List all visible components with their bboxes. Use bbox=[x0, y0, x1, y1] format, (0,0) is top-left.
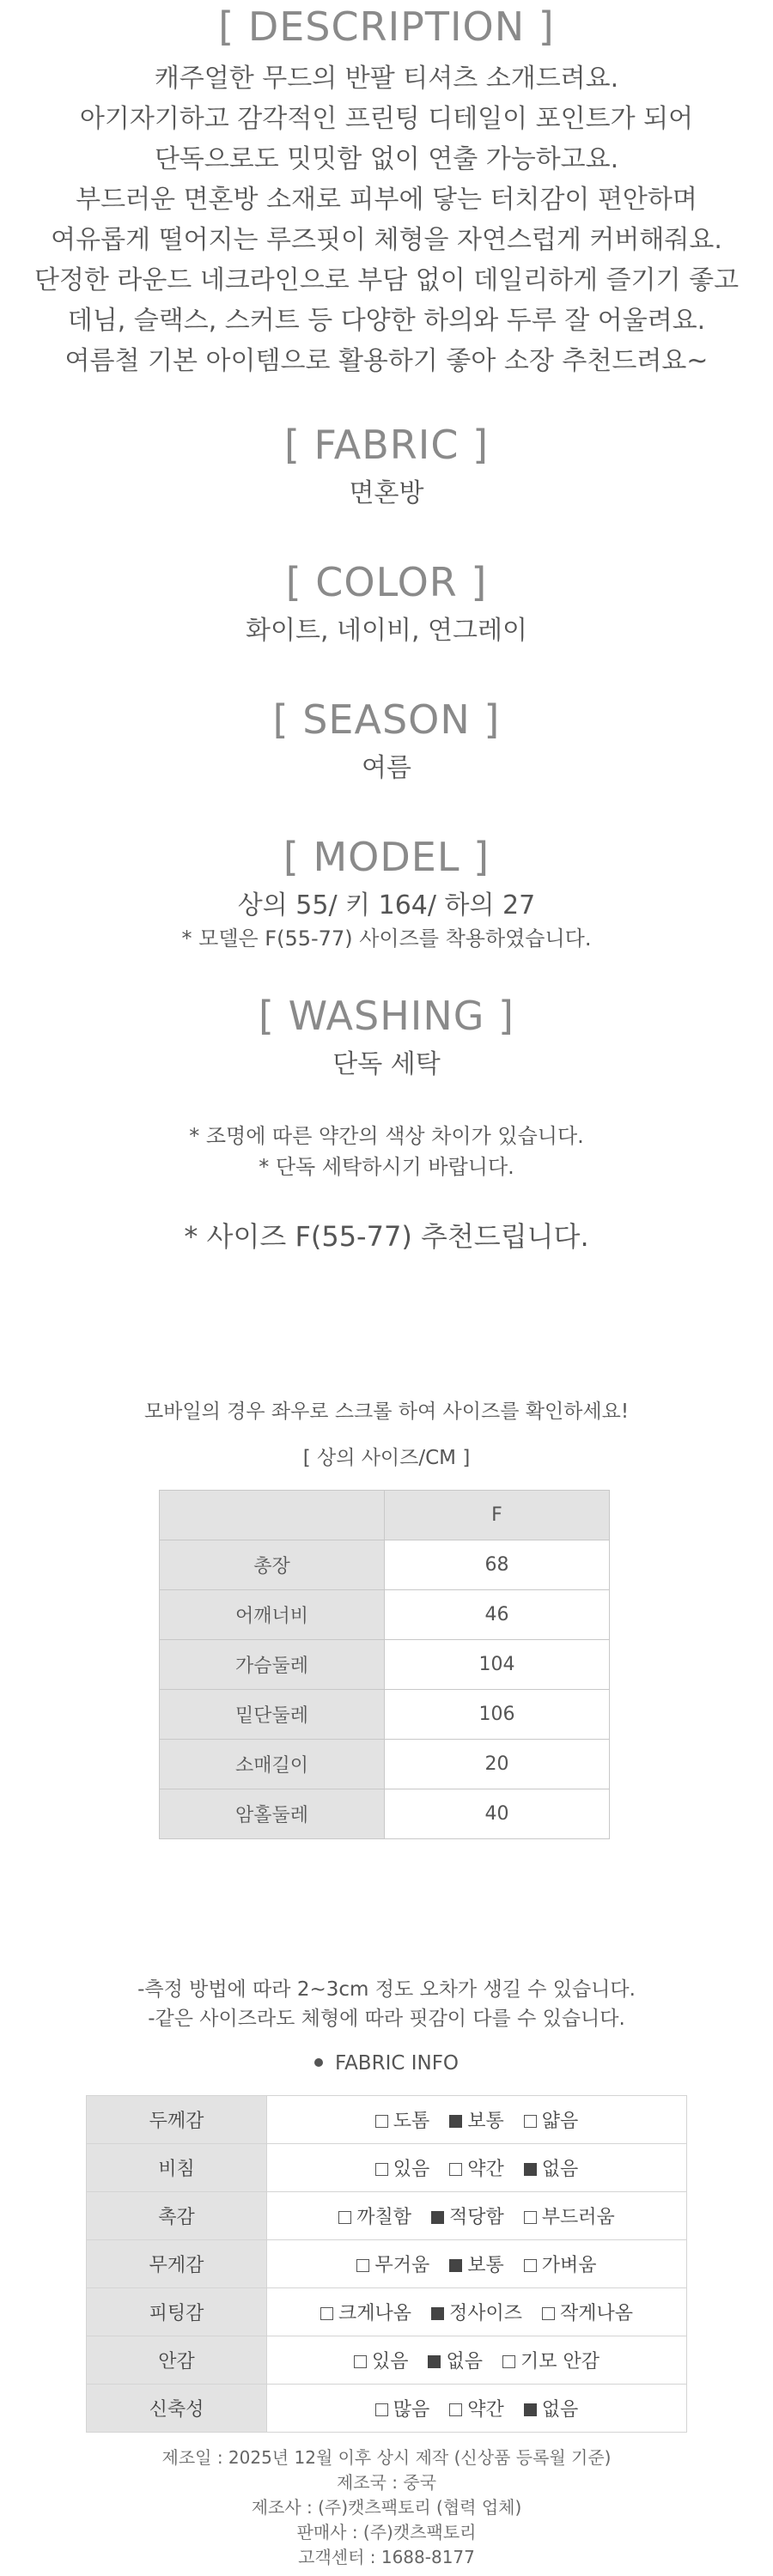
footer-line: 제조국 : 중국 bbox=[336, 2472, 437, 2493]
option: 보통 bbox=[449, 2106, 504, 2133]
table-row bbox=[87, 2288, 687, 2336]
color-section bbox=[0, 559, 773, 648]
size-label: 어깨너비 bbox=[160, 1590, 385, 1640]
product-info-footer bbox=[0, 2445, 773, 2570]
checkbox-icon bbox=[524, 2115, 537, 2128]
size-value: 68 bbox=[385, 1540, 610, 1590]
measure-notes bbox=[0, 1975, 773, 2033]
description-line: 부드러운 면혼방 소재로 피부에 닿는 터치감이 편안하며 bbox=[76, 185, 697, 215]
checkbox-icon bbox=[338, 2211, 351, 2224]
option: 무거움 bbox=[356, 2251, 429, 2277]
fabric-info-options bbox=[267, 2385, 687, 2433]
table-header-size: F bbox=[385, 1491, 610, 1540]
fabric-info-table bbox=[86, 2095, 687, 2433]
size-value: 106 bbox=[385, 1690, 610, 1740]
option: 도톰 bbox=[375, 2106, 430, 2133]
season-section bbox=[0, 696, 773, 786]
fabric-info-options bbox=[267, 2144, 687, 2192]
footer-line: 제조일 : 2025년 12월 이후 상시 제작 (신상품 등록월 기준) bbox=[161, 2447, 612, 2468]
option: 약간 bbox=[449, 2395, 504, 2421]
size-label: 가슴둘레 bbox=[160, 1640, 385, 1690]
fabric-value: 면혼방 bbox=[349, 478, 424, 508]
option: 약간 bbox=[449, 2154, 504, 2181]
option: 정사이즈 bbox=[431, 2299, 522, 2325]
footer-line: 제조사 : (주)캣츠팩토리 (협력 업체) bbox=[251, 2497, 522, 2518]
fabric-info-options bbox=[267, 2192, 687, 2240]
size-value: 40 bbox=[385, 1789, 610, 1839]
mobile-scroll-hint: 모바일의 경우 좌우로 스크롤 하여 사이즈를 확인하세요! bbox=[143, 1400, 630, 1423]
fabric-info-label: 신축성 bbox=[87, 2385, 267, 2433]
checkbox-checked-icon bbox=[431, 2211, 444, 2224]
size-value: 46 bbox=[385, 1590, 610, 1640]
option: 가벼움 bbox=[524, 2251, 597, 2277]
size-value: 104 bbox=[385, 1640, 610, 1690]
washing-value: 단독 세탁 bbox=[332, 1049, 441, 1079]
option: 보통 bbox=[449, 2251, 504, 2277]
notices bbox=[0, 1121, 773, 1182]
size-table bbox=[159, 1490, 610, 1839]
season-title: [ SEASON ] bbox=[272, 696, 501, 743]
checkbox-icon bbox=[375, 2163, 388, 2176]
fabric-info-heading bbox=[0, 2049, 773, 2078]
fabric-section bbox=[0, 422, 773, 511]
fabric-info-label: 촉감 bbox=[87, 2192, 267, 2240]
description-text bbox=[0, 58, 773, 381]
checkbox-icon bbox=[524, 2259, 537, 2272]
fabric-info-options bbox=[267, 2240, 687, 2288]
table-row bbox=[87, 2192, 687, 2240]
measure-note-line: -같은 사이즈라도 체형에 따라 핏감이 다를 수 있습니다. bbox=[148, 2008, 625, 2030]
model-section bbox=[0, 834, 773, 954]
checkbox-checked-icon bbox=[449, 2259, 462, 2272]
option: 있음 bbox=[354, 2347, 409, 2373]
fabric-info-label: 두께감 bbox=[87, 2096, 267, 2144]
fabric-info-title: FABRIC INFO bbox=[334, 2052, 460, 2075]
footer-line: 고객센터 : 1688-8177 bbox=[298, 2547, 475, 2567]
fabric-title: [ FABRIC ] bbox=[283, 422, 490, 468]
washing-section bbox=[0, 993, 773, 1082]
checkbox-checked-icon bbox=[428, 2355, 441, 2368]
model-note: * 모델은 F(55-77) 사이즈를 착용하였습니다. bbox=[181, 927, 592, 951]
size-label: 소매길이 bbox=[160, 1740, 385, 1789]
checkbox-icon bbox=[375, 2115, 388, 2128]
checkbox-icon bbox=[524, 2211, 537, 2224]
table-row bbox=[87, 2096, 687, 2144]
description-line: 아기자기하고 감각적인 프린팅 디테일이 포인트가 되어 bbox=[79, 104, 694, 134]
checkbox-icon bbox=[375, 2403, 388, 2416]
footer-line: 판매사 : (주)캣츠팩토리 bbox=[296, 2522, 477, 2543]
model-title: [ MODEL ] bbox=[283, 834, 490, 880]
fabric-info-label: 비침 bbox=[87, 2144, 267, 2192]
model-value: 상의 55/ 키 164/ 하의 27 bbox=[237, 890, 536, 920]
table-header-row bbox=[160, 1491, 610, 1540]
measure-note-line: -측정 방법에 따라 2~3cm 정도 오차가 생길 수 있습니다. bbox=[137, 1978, 636, 2001]
size-label: 총장 bbox=[160, 1540, 385, 1590]
checkbox-icon bbox=[502, 2355, 515, 2368]
size-recommend: * 사이즈 F(55-77) 추천드립니다. bbox=[184, 1220, 589, 1253]
fabric-info-options bbox=[267, 2336, 687, 2385]
description-line: 단독으로도 밋밋함 없이 연출 가능하고요. bbox=[154, 144, 619, 174]
table-row bbox=[160, 1740, 610, 1789]
table-row bbox=[160, 1640, 610, 1690]
fabric-info-options bbox=[267, 2096, 687, 2144]
checkbox-checked-icon bbox=[524, 2163, 537, 2176]
description-line: 여유롭게 떨어지는 루즈핏이 체형을 자연스럽게 커버해줘요. bbox=[51, 225, 722, 255]
table-row bbox=[160, 1690, 610, 1740]
description-line: 데님, 슬랙스, 스커트 등 다양한 하의와 두루 잘 어울려요. bbox=[67, 306, 706, 336]
option: 있음 bbox=[375, 2154, 430, 2181]
option: 없음 bbox=[524, 2154, 579, 2181]
checkbox-checked-icon bbox=[449, 2115, 462, 2128]
season-value: 여름 bbox=[362, 753, 411, 783]
option: 없음 bbox=[524, 2395, 579, 2421]
color-value: 화이트, 네이비, 연그레이 bbox=[246, 616, 527, 646]
size-label: 밑단둘레 bbox=[160, 1690, 385, 1740]
option: 많음 bbox=[375, 2395, 430, 2421]
description-line: 여름철 기본 아이템으로 활용하기 좋아 소장 추천드려요~ bbox=[64, 346, 709, 376]
table-row bbox=[87, 2240, 687, 2288]
option: 까칠함 bbox=[338, 2202, 411, 2229]
table-row bbox=[160, 1540, 610, 1590]
fabric-info-label: 피팅감 bbox=[87, 2288, 267, 2336]
fabric-info-options bbox=[267, 2288, 687, 2336]
table-row bbox=[87, 2144, 687, 2192]
checkbox-icon bbox=[354, 2355, 367, 2368]
color-title: [ COLOR ] bbox=[285, 559, 488, 605]
description-title: [ DESCRIPTION ] bbox=[218, 3, 555, 50]
washing-title: [ WASHING ] bbox=[259, 993, 514, 1039]
size-table-title: [ 상의 사이즈/CM ] bbox=[302, 1447, 471, 1469]
checkbox-icon bbox=[449, 2163, 462, 2176]
description-line: 단정한 라운드 네크라인으로 부담 없이 데일리하게 즐기기 좋고 bbox=[33, 265, 740, 295]
option: 부드러움 bbox=[524, 2202, 615, 2229]
table-header-empty bbox=[160, 1491, 385, 1540]
checkbox-checked-icon bbox=[431, 2307, 444, 2320]
table-row bbox=[87, 2385, 687, 2433]
fabric-info-label: 무게감 bbox=[87, 2240, 267, 2288]
fabric-info-label: 안감 bbox=[87, 2336, 267, 2385]
notice-line: * 단독 세탁하시기 바랍니다. bbox=[259, 1155, 514, 1179]
description-line: 캐주얼한 무드의 반팔 티셔츠 소개드려요. bbox=[154, 64, 619, 94]
table-row bbox=[160, 1789, 610, 1839]
notice-line: * 조명에 따른 약간의 색상 차이가 있습니다. bbox=[189, 1124, 584, 1148]
checkbox-icon bbox=[320, 2307, 333, 2320]
size-value: 20 bbox=[385, 1740, 610, 1789]
bullet-icon bbox=[314, 2058, 323, 2067]
checkbox-icon bbox=[542, 2307, 555, 2320]
checkbox-checked-icon bbox=[524, 2403, 537, 2416]
option: 기모 안감 bbox=[502, 2347, 600, 2373]
option: 없음 bbox=[428, 2347, 483, 2373]
table-row bbox=[87, 2336, 687, 2385]
table-row bbox=[160, 1590, 610, 1640]
checkbox-icon bbox=[449, 2403, 462, 2416]
description-section bbox=[0, 3, 773, 381]
option: 작게나옴 bbox=[542, 2299, 633, 2325]
option: 얇음 bbox=[524, 2106, 579, 2133]
checkbox-icon bbox=[356, 2259, 369, 2272]
size-label: 암홀둘레 bbox=[160, 1789, 385, 1839]
option: 크게나옴 bbox=[320, 2299, 411, 2325]
option: 적당함 bbox=[431, 2202, 504, 2229]
